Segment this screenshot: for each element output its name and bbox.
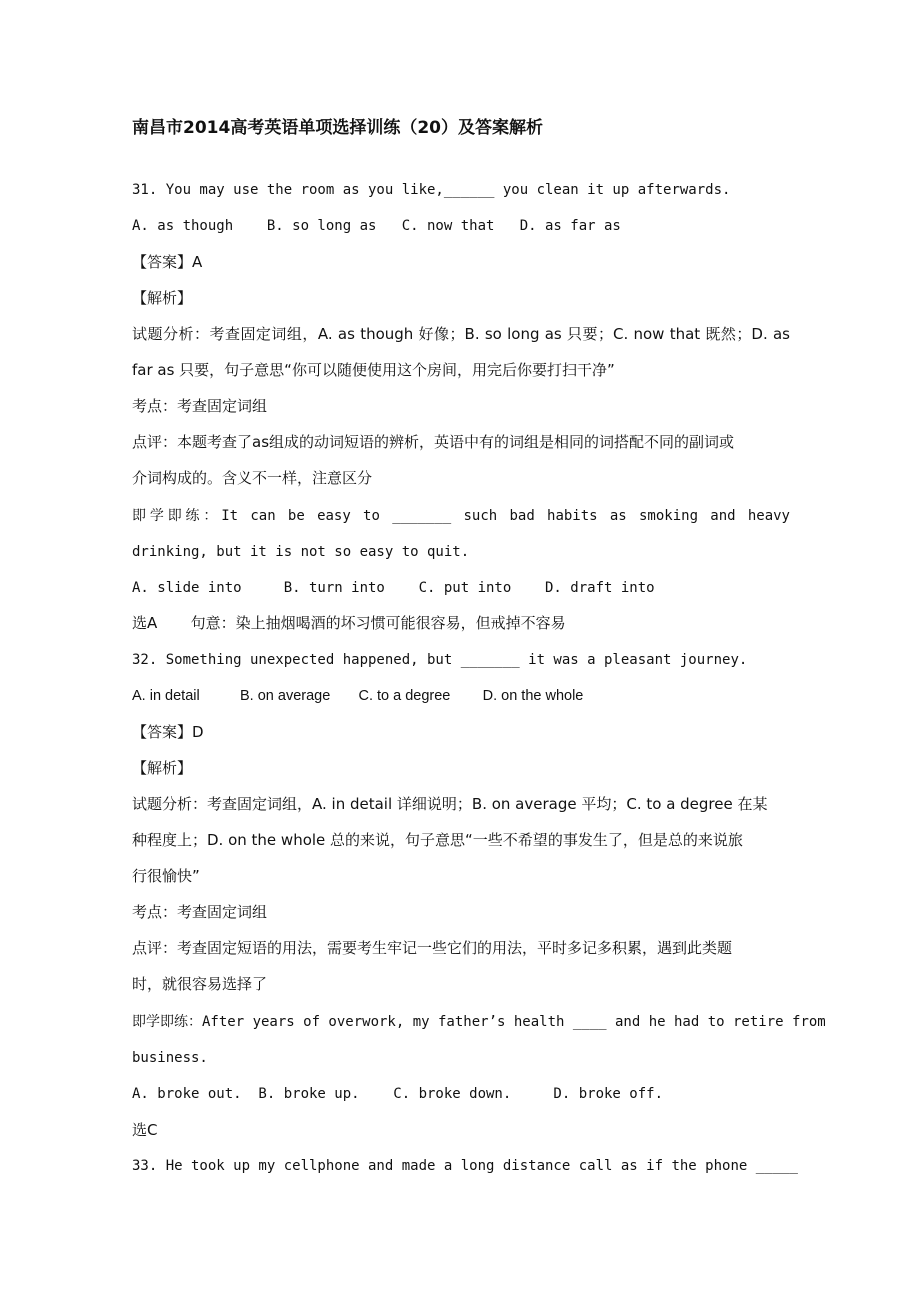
document-title: 南昌市2014高考英语单项选择训练（20）及答案解析 (132, 118, 543, 138)
question-32-comment-line-2: 时，就很容易选择了 (132, 975, 268, 993)
question-31-answer: 【答案】A (132, 253, 203, 271)
question-31-comment-line-1: 点评：本题考查了as组成的动词短语的辨析，英语中有的词组是相同的词搭配不同的副词或 (132, 433, 735, 451)
question-32-stem: 32. Something unexpected happened, but _______ it was a pleasant journey. (132, 652, 748, 668)
question-31-analysis-label: 【解析】 (132, 289, 193, 307)
question-32-practice-line-1: 即学即练：After years of overwork, my father’s health ____ and he had to retire from (132, 1014, 826, 1030)
question-31-practice-line-1: 即学即练：It can be easy to _______ such bad habits as smoking and heavy (132, 508, 790, 524)
question-31-point: 考点：考查固定词组 (132, 397, 268, 415)
question-32-analysis-line-3: 行很愉快” (132, 867, 200, 885)
question-32-point: 考点：考查固定词组 (132, 903, 268, 921)
question-31-analysis-line-1: 试题分析：考查固定词组，A. as though 好像；B. so long as 只要；C. now that 既然；D. as (132, 325, 790, 343)
question-32-options: A. in detail B. on average C. to a degree D. on the whole (132, 688, 584, 704)
question-31-stem: 31. You may use the room as you like,______ you clean it up afterwards. (132, 182, 731, 198)
question-31-practice-options: A. slide into B. turn into C. put into D. draft into (132, 580, 655, 596)
question-31-practice-answer: 选A 句意：染上抽烟喝酒的坏习惯可能很容易，但戒掉不容易 (132, 614, 566, 632)
question-32-analysis-line-1: 试题分析：考查固定词组，A. in detail 详细说明；B. on average 平均；C. to a degree 在某 (132, 795, 768, 813)
question-32-practice-line-2: business. (132, 1050, 208, 1066)
question-32-analysis-line-2: 种程度上；D. on the whole 总的来说，句子意思“一些不希望的事发生了，但是总的来说旅 (132, 831, 743, 849)
question-31-comment-line-2: 介词构成的。含义不一样，注意区分 (132, 469, 373, 487)
question-32-answer: 【答案】D (132, 723, 204, 741)
question-33-stem: 33. He took up my cellphone and made a long distance call as if the phone _____ (132, 1158, 798, 1174)
question-31-options: A. as though B. so long as C. now that D. as far as (132, 218, 621, 234)
question-32-comment-line-1: 点评：考查固定短语的用法，需要考生牢记一些它们的用法，平时多记多积累，遇到此类题 (132, 939, 733, 957)
question-32-analysis-label: 【解析】 (132, 759, 193, 777)
question-32-practice-answer: 选C (132, 1121, 158, 1139)
question-31-analysis-line-2: far as 只要，句子意思“你可以随便使用这个房间，用完后你要打扫干净” (132, 361, 615, 379)
question-31-practice-line-2: drinking, but it is not so easy to quit. (132, 544, 470, 560)
question-32-practice-options: A. broke out. B. broke up. C. broke down. D. broke off. (132, 1086, 664, 1102)
